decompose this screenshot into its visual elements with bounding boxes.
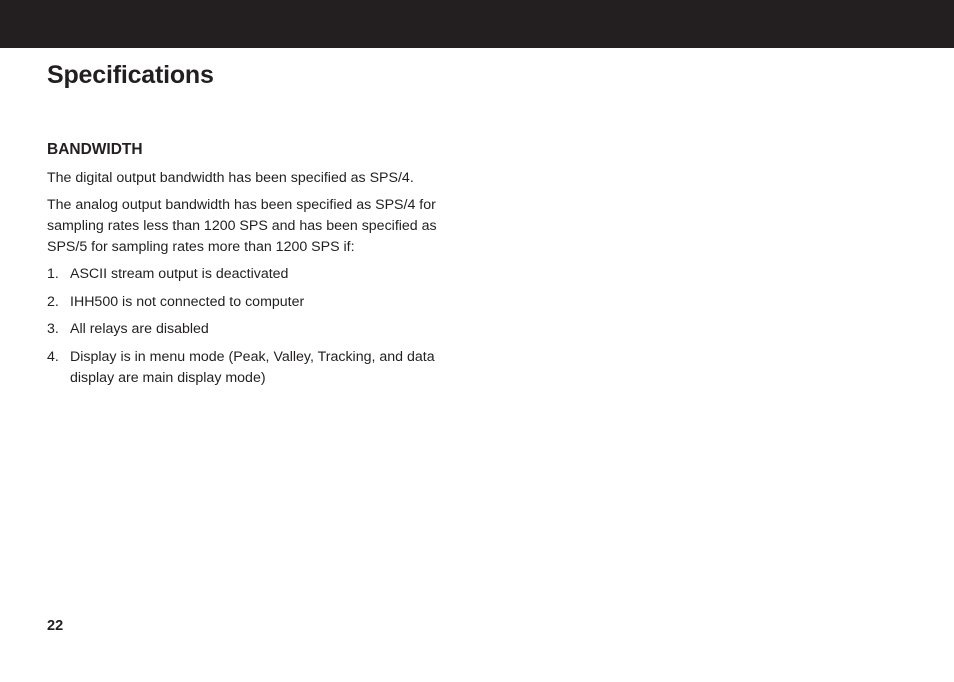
list-item-text: All relays are disabled (70, 321, 209, 337)
list-item (47, 292, 477, 313)
list-item-text: Display is in menu mode (Peak, Valley, Tracking, and data display are main display mode) (70, 348, 435, 386)
list-item-number: 4. (47, 348, 59, 365)
list-item (47, 319, 477, 340)
list-item-number: 1. (47, 266, 59, 282)
bandwidth-section (47, 139, 477, 395)
paragraph-analog-bandwidth: The analog output bandwidth has been specified as SPS/4 for sampling rates less than 1200 SPS and has been specified as SPS/5 for sampling rates more than 1200 SPS if: (47, 197, 437, 255)
list-item-number: 3. (47, 321, 59, 337)
list-item-text: IHH500 is not connected to computer (70, 293, 305, 310)
header-bar (0, 0, 954, 48)
conditions-list (47, 264, 477, 389)
page-number: 22 (47, 618, 64, 634)
list-item (47, 264, 477, 285)
page-title: Specifications (47, 61, 214, 89)
list-item (47, 347, 477, 389)
paragraph-digital-bandwidth: The digital output bandwidth has been specified as SPS/4. (47, 170, 414, 186)
list-item-text: ASCII stream output is deactivated (70, 266, 289, 282)
section-heading: BANDWIDTH (47, 141, 143, 158)
list-item-number: 2. (47, 293, 59, 310)
